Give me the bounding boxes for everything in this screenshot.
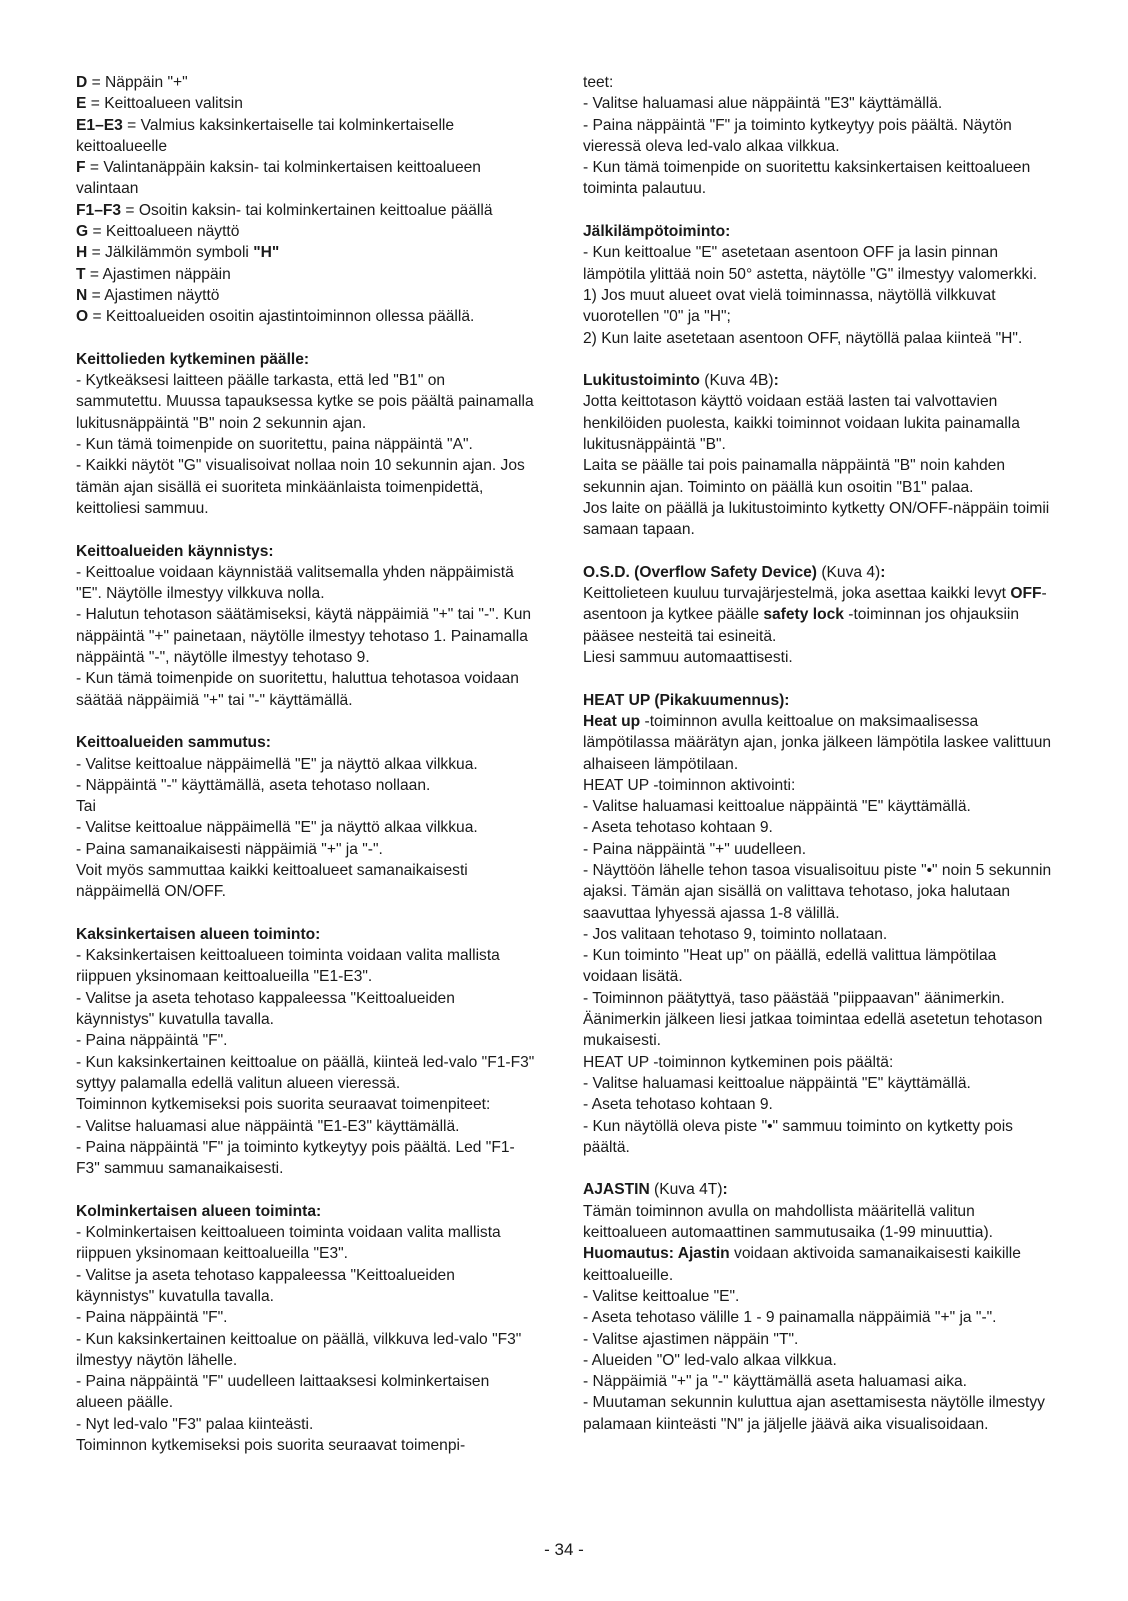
text-line (583, 1052, 1055, 1073)
text-line: - Paina näppäintä "F" ja toiminto kytkeytyy pois päältä. Led "F1-F3" sammuu samanaikaisesti. (76, 1138, 515, 1178)
legend-key: H (76, 244, 88, 262)
page-number: - 34 - (544, 1540, 584, 1559)
text-run: - Aseta tehotaso kohtaan 9. (583, 1096, 773, 1114)
heading-text: O.S.D. (Overflow Safety Device) (583, 563, 817, 581)
legend-text: Ajastimen näppäin (102, 265, 231, 283)
text-run: - Näppäimiä "+" ja "-" käyttämällä aseta haluamasi aika. (583, 1373, 968, 1391)
text-run: - Valitse keittoalue "E". (583, 1287, 740, 1305)
text-line: - Valitse keittoalue näppäimellä "E" ja näyttö alkaa vilkkua. (76, 819, 478, 837)
section-heading (583, 690, 1055, 711)
text-line: Tai (76, 798, 96, 816)
text-line (583, 1243, 1055, 1286)
section-heading (76, 1201, 535, 1222)
section-heading (76, 541, 535, 562)
heading-text: Keittoalueiden sammutus: (76, 734, 271, 752)
paragraph-gap (583, 668, 1055, 689)
heading-text: Kaksinkertaisen alueen toiminto: (76, 925, 321, 943)
text-line: 2) Kun laite asetetaan asentoon OFF, näytöllä palaa kiinteä "H". (583, 329, 1023, 347)
legend-item (76, 115, 535, 158)
legend-separator: = (85, 265, 103, 283)
paragraph-gap (76, 328, 535, 349)
text-run: - Aseta tehotaso välille 1 - 9 painamalla näppäimiä "+" ja "-". (583, 1309, 997, 1327)
legend-separator: = (121, 201, 139, 219)
legend-bold: "H" (253, 244, 280, 262)
bold-text: Huomautus: Ajastin (583, 1245, 730, 1263)
text-line: - Paina näppäintä "F" uudelleen laittaaksesi kolminkertaisen alueen päälle. (76, 1373, 490, 1412)
legend-key: D (76, 74, 88, 91)
text-run: - Valitse haluamasi keittoalue näppäintä "E" käyttämällä. (583, 1074, 971, 1092)
section-heading (76, 732, 535, 753)
text-line: - Kaikki näytöt "G" visualisoivat nollaa noin 10 sekunnin ajan. Jos tämän ajan sisällä ei suoriteta minkäänlaista toimenpidettä, keittoliesi sammuu. (76, 457, 525, 517)
legend-separator: = (88, 308, 106, 326)
text-run: - Aseta tehotaso kohtaan 9. (583, 819, 773, 837)
legend-item (76, 93, 535, 114)
text-line: - Paina näppäintä "F". (76, 1309, 228, 1327)
text-line: - Kolminkertaisen keittoalueen toiminta voidaan valita mallista riippuen yksinomaan keittoalueilla "E3". (76, 1224, 501, 1263)
text-line (583, 945, 1055, 988)
section-heading (76, 924, 535, 945)
bold-text: OFF (1010, 585, 1042, 603)
text-line: - Valitse ja aseta tehotaso kappaleessa "Keittoalueiden käynnistys" kuvatulla tavalla. (76, 989, 455, 1029)
bold-text: Heat up (583, 712, 641, 730)
text-line: - Kun tämä toimenpide on suoritettu, haluttua tehotasoa voidaan säätää näppäimiä "+" tai "-" käyttämällä. (76, 670, 519, 709)
paragraph-gap (76, 903, 535, 924)
section-heading (583, 221, 1055, 242)
left-column (76, 72, 535, 1456)
legend-text: Keittoalueen valitsin (104, 95, 243, 113)
legend-key: E (76, 95, 87, 113)
text-line: Voit myös sammuttaa kaikki keittoalueet samanaikaisesti näppäimellä ON/OFF. (76, 861, 468, 901)
legend-item (76, 306, 535, 327)
text-run: voidaan aktivoida samanaikaisesti kaikille keittoalueille. (583, 1245, 1021, 1284)
legend-key: G (76, 223, 89, 241)
legend-text: Valmius kaksinkertaiselle tai kolminkertaiselle keittoalueelle (76, 116, 455, 155)
legend-text: Valintanäppäin kaksin- tai kolminkertaisen keittoalueen valintaan (76, 159, 481, 198)
legend-text: Keittoalueen näyttö (105, 223, 240, 241)
text-line (583, 1307, 1055, 1328)
legend-key: F1–F3 (76, 201, 122, 219)
text-line: - Kaksinkertaisen keittoalueen toiminta voidaan valita mallista riippuen yksinomaan keittoalueilla "E1-E3". (76, 947, 500, 986)
text-line: - Valitse haluamasi alue näppäintä "E1-E3" käyttämällä. (76, 1117, 460, 1135)
text-line: - Keittoalue voidaan käynnistää valitsemalla yhden näppäimistä "E". Näytölle ilmestyy vilkkuva nolla. (76, 563, 514, 603)
text-line (583, 647, 1055, 668)
text-line: 1) Jos muut alueet ovat vielä toiminnassa, näytöllä vilkkuvat vuorotellen "0" ja "H"; (583, 286, 996, 326)
section-heading (583, 1179, 1055, 1200)
text-line (583, 1201, 1055, 1244)
text-line (583, 711, 1055, 775)
text-run: -toiminnan jos ohjauksiin pääsee nesteitä tai esineitä. (583, 606, 1020, 645)
legend-text: Ajastimen näyttö (104, 286, 220, 304)
legend-item (76, 72, 535, 93)
right-column (583, 72, 1055, 1435)
text-line: - Paina näppäintä "F" ja toiminto kytkeytyy pois päältä. Näytön vieressä oleva led-valo alkaa vilkkua. (583, 116, 1012, 155)
text-line: Toiminnon kytkemiseksi pois suorita seuraavat toimenpiteet: (76, 1096, 491, 1114)
legend-separator: = (87, 286, 105, 304)
text-line: - Nyt led-valo "F3" palaa kiinteästi. (76, 1415, 314, 1433)
heading-reference: (Kuva 4T) (649, 1181, 723, 1199)
text-line (583, 796, 1055, 817)
heading-text: Kolminkertaisen alueen toiminta: (76, 1202, 322, 1220)
text-line: Laita se päälle tai pois painamalla näppäintä "B" noin kahden sekunnin ajan. Toiminto on päällä kun osoitin "B1" palaa. (583, 457, 1006, 496)
legend-text: Keittoalueiden osoitin ajastintoiminnon ollessa päällä. (105, 308, 475, 326)
text-line (583, 860, 1055, 924)
paragraph-gap (76, 711, 535, 732)
text-run: HEAT UP -toiminnon kytkeminen pois päältä: (583, 1053, 894, 1071)
text-run: - Jos valitaan tehotaso 9, toiminto nollataan. (583, 925, 888, 943)
legend-key: E1–E3 (76, 116, 123, 134)
text-line (583, 1116, 1055, 1159)
legend-item (76, 285, 535, 306)
paragraph-gap (583, 349, 1055, 370)
text-line (583, 1392, 1055, 1435)
paragraph-gap (583, 200, 1055, 221)
text-run: -toiminnon avulla keittoalue on maksimaalisessa lämpötilassa määrätyn ajan, jonka jälkeen lämpötila laskee valittuun alhaiseen lämpötilaan. (583, 712, 1052, 773)
legend-key: O (76, 308, 89, 326)
text-line: - Halutun tehotason säätämiseksi, käytä näppäimiä "+" tai "-". Kun näppäintä "+" painetaan, näytölle ilmestyy tehotaso 1. Painamalla näppäintä "-", näytölle ilmestyy tehotaso 9. (76, 606, 532, 667)
section-heading (76, 349, 535, 370)
legend-key: T (76, 265, 86, 283)
heading-colon: : (773, 372, 779, 390)
bold-text: safety lock (763, 606, 844, 624)
section-heading (583, 370, 1055, 391)
heading-text: HEAT UP (Pikakuumennus): (583, 691, 790, 709)
text-line: Jos laite on päällä ja lukitustoiminto kytketty ON/OFF-näppäin toimii samaan tapaan. (583, 499, 1050, 539)
text-line (583, 775, 1055, 796)
section-heading (583, 562, 1055, 583)
heading-colon: : (880, 563, 886, 581)
text-line (583, 924, 1055, 945)
text-line: - Valitse ja aseta tehotaso kappaleessa "Keittoalueiden käynnistys" kuvatulla tavalla. (76, 1266, 455, 1305)
legend-item (76, 157, 535, 200)
text-run: HEAT UP -toiminnon aktivointi: (583, 776, 796, 794)
text-run: - Näyttöön lähelle tehon tasoa visualisoituu piste "•" noin 5 sekunnin ajaksi. Tämän ajan sisällä on valittava tehotaso, joka halutaan saavuttaa lyhyessä ajassa 1-8 välillä. (583, 861, 1052, 922)
text-run: - Kun näytöllä oleva piste "•" sammuu toiminto on kytketty pois päältä. (583, 1117, 1013, 1156)
heading-text: Keittoalueiden käynnistys: (76, 542, 274, 560)
text-line: teet: (583, 74, 614, 91)
legend-separator: = (88, 223, 106, 241)
text-line: - Kun tämä toimenpide on suoritettu kaksinkertaisen keittoalueen toiminta palautuu. (583, 159, 1031, 198)
text-line: Jotta keittotason käyttö voidaan estää lasten tai valvottavien henkilöiden puolesta, kaikki toiminnot voidaan lukita painamalla lukitusnäppäintä "B". (583, 393, 1020, 454)
paragraph-gap (76, 1179, 535, 1200)
paragraph-gap (76, 519, 535, 540)
text-line: - Kytkeäksesi laitteen päälle tarkasta, että led "B1" on sammutettu. Muussa tapauksessa kytke se pois päältä painamalla lukitusnäppäintä "B" noin 2 sekunnin ajan. (76, 372, 534, 432)
text-line: - Valitse keittoalue näppäimellä "E" ja näyttö alkaa vilkkua. (76, 755, 478, 773)
legend-separator: = (87, 244, 106, 262)
text-line (583, 1286, 1055, 1307)
legend-separator: = (122, 116, 141, 134)
heading-reference: (Kuva 4) (816, 563, 881, 581)
text-run: - Alueiden "O" led-valo alkaa vilkkua. (583, 1351, 837, 1369)
text-line: - Kun kaksinkertainen keittoalue on päällä, kiinteä led-valo "F1-F3" syttyy palamalla edellä valitun alueen vieressä. (76, 1053, 535, 1092)
legend-key: F (76, 159, 86, 177)
legend-item (76, 242, 535, 263)
text-run: - Kun toiminto "Heat up" on päällä, edellä valittua lämpötilaa voidaan lisätä. (583, 947, 997, 986)
text-line (583, 1094, 1055, 1115)
text-line: - Kun keittoalue "E" asetetaan asentoon OFF ja lasin pinnan lämpötila ylittää noin 50° astetta, näytölle "G" ilmestyy valomerkki. (583, 244, 1038, 283)
heading-text: Jälkilämpötoiminto: (583, 223, 731, 241)
text-run: Keittolieteen kuuluu turvajärjestelmä, joka asettaa kaikki levyt (583, 585, 1011, 603)
text-line: - Paina samanaikaisesti näppäimiä "+" ja "-". (76, 840, 383, 858)
text-line: Toiminnon kytkemiseksi pois suorita seuraavat toimenpi- (76, 1437, 466, 1454)
text-line (583, 839, 1055, 860)
text-run: - Paina näppäintä "+" uudelleen. (583, 840, 807, 858)
text-line: - Näppäintä "-" käyttämällä, aseta tehotaso nollaan. (76, 776, 431, 794)
text-line: - Valitse haluamasi alue näppäintä "E3" käyttämällä. (583, 95, 943, 113)
text-line (583, 1371, 1055, 1392)
text-line: - Kun tämä toimenpide on suoritettu, paina näppäintä "A". (76, 436, 473, 454)
legend-text: Jälkilämmön symboli (105, 244, 254, 262)
heading-text: AJASTIN (583, 1181, 650, 1199)
legend-separator: = (85, 159, 104, 177)
text-run: - Valitse haluamasi keittoalue näppäintä "E" käyttämällä. (583, 798, 971, 816)
legend-item (76, 264, 535, 285)
text-line (583, 1329, 1055, 1350)
heading-colon: : (722, 1181, 728, 1199)
legend-item (76, 200, 535, 221)
text-line (583, 817, 1055, 838)
text-run: - Muutaman sekunnin kuluttua ajan asettamisesta näytölle ilmestyy palamaan kiinteästi "N" ja jäljelle jäävä aika visualisoidaan. (583, 1394, 1045, 1433)
legend-key: N (76, 286, 88, 304)
text-line (583, 1350, 1055, 1371)
text-run: Liesi sammuu automaattisesti. (583, 649, 793, 667)
text-line: - Paina näppäintä "F". (76, 1032, 228, 1050)
text-line (583, 1073, 1055, 1094)
legend-separator: = (87, 74, 106, 91)
paragraph-gap (583, 541, 1055, 562)
heading-text: Keittolieden kytkeminen päälle: (76, 350, 310, 368)
legend-separator: = (86, 95, 105, 113)
text-line (583, 988, 1055, 1052)
text-run: Tämän toiminnon avulla on mahdollista määritellä valitun keittoalueen automaattinen sammutusaika (1-99 minuuttia). (583, 1202, 993, 1242)
legend-text: Osoitin kaksin- tai kolminkertainen keittoalue päällä (138, 201, 493, 219)
text-run: - Valitse ajastimen näppäin "T". (583, 1330, 799, 1348)
text-line (583, 583, 1055, 647)
heading-reference: (Kuva 4B) (699, 372, 774, 390)
paragraph-gap (583, 1158, 1055, 1179)
legend-text: Näppäin "+" (105, 74, 188, 91)
heading-text: Lukitustoiminto (583, 372, 700, 390)
legend-item (76, 221, 535, 242)
text-run: -asentoon ja kytkee päälle (583, 585, 1047, 624)
text-run: - Toiminnon päätyttyä, taso päästää "piippaavan" äänimerkin. Äänimerkin jälkeen liesi jatkaa toimintaa edellä asetetun tehotason mukaisesti. (583, 989, 1043, 1050)
text-line: - Kun kaksinkertainen keittoalue on päällä, vilkkuva led-valo "F3" ilmestyy näytön lähelle. (76, 1330, 522, 1369)
